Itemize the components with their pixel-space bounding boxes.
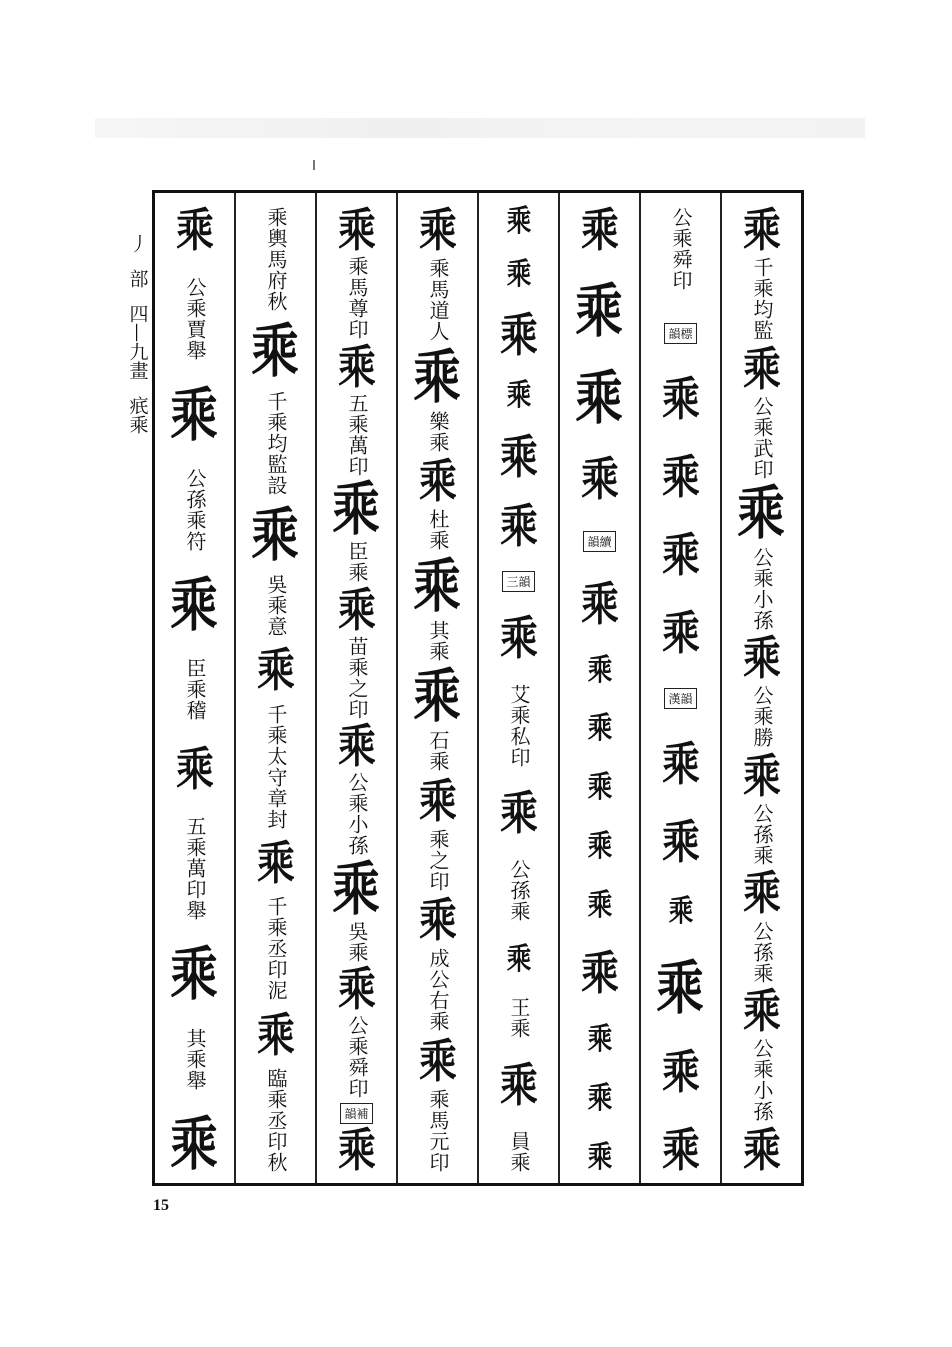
seal-caption: 公孫乘符 — [183, 467, 207, 552]
side-heading-part: 丿 — [126, 234, 149, 253]
seal-column — [155, 193, 234, 1183]
seal-caption: 乘馬元印 — [426, 1088, 450, 1173]
seal-glyph: 乘 — [656, 954, 705, 1022]
seal-column — [720, 193, 801, 1183]
seal-glyph: 乘 — [170, 1109, 219, 1178]
seal-glyph: 乘 — [742, 1122, 781, 1177]
seal-glyph: 乘 — [418, 203, 457, 257]
seal-glyph: 乘 — [251, 317, 300, 386]
seal-glyph: 乘 — [580, 576, 619, 631]
seal-glyph: 乘 — [337, 962, 376, 1017]
seal-glyph: 乘 — [661, 528, 700, 582]
seal-caption: 千乘太守章封 — [264, 703, 288, 830]
side-heading-part: 四—九畫 — [126, 304, 149, 380]
seal-glyph: 乘 — [256, 836, 295, 891]
seal-glyph: 乘 — [587, 1080, 612, 1116]
seal-caption: 臣乘稽 — [183, 658, 207, 722]
seal-caption: 杜乘 — [426, 509, 450, 552]
seal-glyph: 乘 — [580, 946, 619, 1001]
seal-glyph: 乘 — [506, 378, 531, 414]
seal-caption: 員乘 — [507, 1130, 531, 1173]
page-number: 15 — [153, 1197, 169, 1214]
seal-glyph: 乘 — [499, 498, 538, 553]
source-tag: 漢韻 — [664, 688, 696, 709]
seal-caption: 千乘丞印泥 — [264, 896, 288, 1002]
seal-caption: 成公右乘 — [426, 948, 450, 1033]
seal-glyph: 乘 — [337, 582, 376, 637]
page-mark — [313, 160, 315, 170]
seal-glyph: 乘 — [587, 711, 612, 747]
seal-glyph: 乘 — [418, 893, 457, 948]
seal-glyph: 乘 — [668, 894, 693, 929]
seal-column — [639, 193, 720, 1183]
seal-caption: 公乘小孫 — [750, 546, 774, 631]
seal-caption: 公乘舜印 — [669, 207, 693, 291]
seal-caption: 五乘萬印 — [345, 392, 369, 477]
seal-glyph: 乘 — [418, 454, 457, 509]
seal-caption: 五乘萬印舉 — [183, 816, 207, 922]
seal-caption: 公乘小孫 — [345, 772, 369, 857]
seal-glyph: 乘 — [580, 451, 619, 506]
seal-caption: 臨乘丞印秋 — [264, 1067, 288, 1173]
seal-column — [477, 193, 558, 1183]
seal-caption: 臣乘 — [345, 541, 369, 584]
source-tag: 三韻 — [502, 571, 534, 592]
seal-glyph: 乘 — [332, 475, 381, 544]
seal-table — [152, 190, 804, 1186]
seal-caption: 乘馬尊印 — [345, 256, 369, 341]
source-tag: 韻標 — [664, 323, 696, 344]
seal-glyph: 乘 — [587, 1139, 612, 1175]
seal-caption: 公孫乘 — [507, 859, 531, 923]
seal-glyph: 乘 — [256, 643, 295, 698]
seal-column — [396, 193, 477, 1183]
seal-glyph: 乘 — [170, 940, 219, 1009]
seal-glyph: 乘 — [332, 854, 381, 923]
seal-glyph: 乘 — [661, 737, 700, 791]
seal-glyph: 乘 — [587, 829, 612, 865]
seal-caption: 樂乘 — [426, 410, 450, 453]
seal-glyph: 乘 — [742, 341, 781, 396]
seal-glyph: 乘 — [661, 606, 700, 660]
seal-glyph: 乘 — [737, 479, 786, 548]
seal-caption: 乘馬道人 — [426, 258, 450, 343]
seal-glyph: 乘 — [587, 888, 612, 924]
source-tag: 韻續 — [583, 531, 615, 552]
seal-column — [315, 193, 396, 1183]
seal-glyph: 乘 — [413, 551, 462, 620]
seal-glyph: 乘 — [661, 1123, 700, 1177]
seal-glyph: 乘 — [175, 741, 214, 796]
seal-caption: 苗乘之印 — [345, 635, 369, 720]
seal-caption: 石乘 — [426, 730, 450, 773]
seal-glyph: 乘 — [587, 1022, 612, 1058]
seal-glyph: 乘 — [575, 363, 624, 432]
seal-caption: 王乘 — [507, 997, 531, 1040]
seal-caption: 千乘均監 — [750, 257, 774, 342]
seal-caption: 公孫乘 — [750, 803, 774, 867]
faded-header-strip — [95, 118, 865, 138]
seal-caption: 公乘舜印 — [345, 1015, 369, 1100]
seal-caption: 千乘均監設 — [264, 390, 288, 496]
seal-glyph: 乘 — [175, 203, 214, 257]
seal-glyph: 乘 — [418, 1033, 457, 1088]
seal-glyph: 乘 — [661, 450, 700, 504]
seal-glyph: 乘 — [418, 773, 457, 828]
seal-glyph: 乘 — [337, 203, 376, 257]
seal-caption: 吳乘 — [345, 920, 369, 963]
seal-glyph: 乘 — [499, 429, 538, 484]
seal-glyph: 乘 — [170, 571, 219, 640]
seal-column — [558, 193, 639, 1183]
seal-glyph: 乘 — [499, 786, 538, 841]
seal-caption: 乘輿馬府秋 — [264, 207, 288, 312]
seal-glyph: 乘 — [575, 276, 624, 345]
seal-glyph: 乘 — [587, 770, 612, 806]
seal-glyph: 乘 — [580, 203, 619, 257]
seal-glyph: 乘 — [337, 1122, 376, 1177]
seal-glyph: 乘 — [256, 1007, 295, 1062]
seal-glyph: 乘 — [170, 380, 219, 449]
seal-caption: 公乘賈舉 — [183, 277, 207, 362]
side-heading-part: 疧乘 — [126, 396, 149, 434]
seal-glyph: 乘 — [499, 308, 538, 363]
seal-glyph: 乘 — [499, 610, 538, 665]
seal-glyph: 乘 — [742, 631, 781, 686]
seal-glyph: 乘 — [251, 500, 300, 569]
seal-column — [234, 193, 315, 1183]
seal-glyph: 乘 — [661, 815, 700, 869]
seal-glyph: 乘 — [742, 203, 781, 257]
seal-caption: 公乘武印 — [750, 396, 774, 481]
seal-caption: 艾乘私印 — [507, 683, 531, 768]
seal-glyph: 乘 — [506, 204, 531, 239]
seal-glyph: 乘 — [506, 256, 531, 292]
seal-glyph: 乘 — [413, 662, 462, 731]
seal-glyph: 乘 — [337, 339, 376, 394]
source-tag: 韻補 — [340, 1103, 372, 1124]
side-heading — [124, 234, 150, 450]
seal-caption: 其乘舉 — [183, 1027, 207, 1091]
seal-glyph: 乘 — [506, 941, 531, 977]
seal-caption: 吳乘意 — [264, 574, 288, 638]
seal-glyph: 乘 — [499, 1058, 538, 1113]
seal-glyph: 乘 — [587, 652, 612, 688]
seal-glyph: 乘 — [337, 719, 376, 774]
seal-glyph: 乘 — [742, 984, 781, 1039]
seal-glyph: 乘 — [413, 342, 462, 411]
seal-caption: 乘之印 — [426, 828, 450, 892]
seal-glyph: 乘 — [742, 748, 781, 803]
seal-glyph: 乘 — [661, 1045, 700, 1099]
seal-glyph: 乘 — [661, 372, 700, 426]
side-heading-part: 部 — [126, 269, 149, 288]
seal-caption: 公乘小孫 — [750, 1038, 774, 1123]
seal-caption: 其乘 — [426, 619, 450, 662]
seal-glyph: 乘 — [742, 866, 781, 921]
seal-caption: 公孫乘 — [750, 920, 774, 984]
seal-caption: 公乘勝 — [750, 685, 774, 749]
